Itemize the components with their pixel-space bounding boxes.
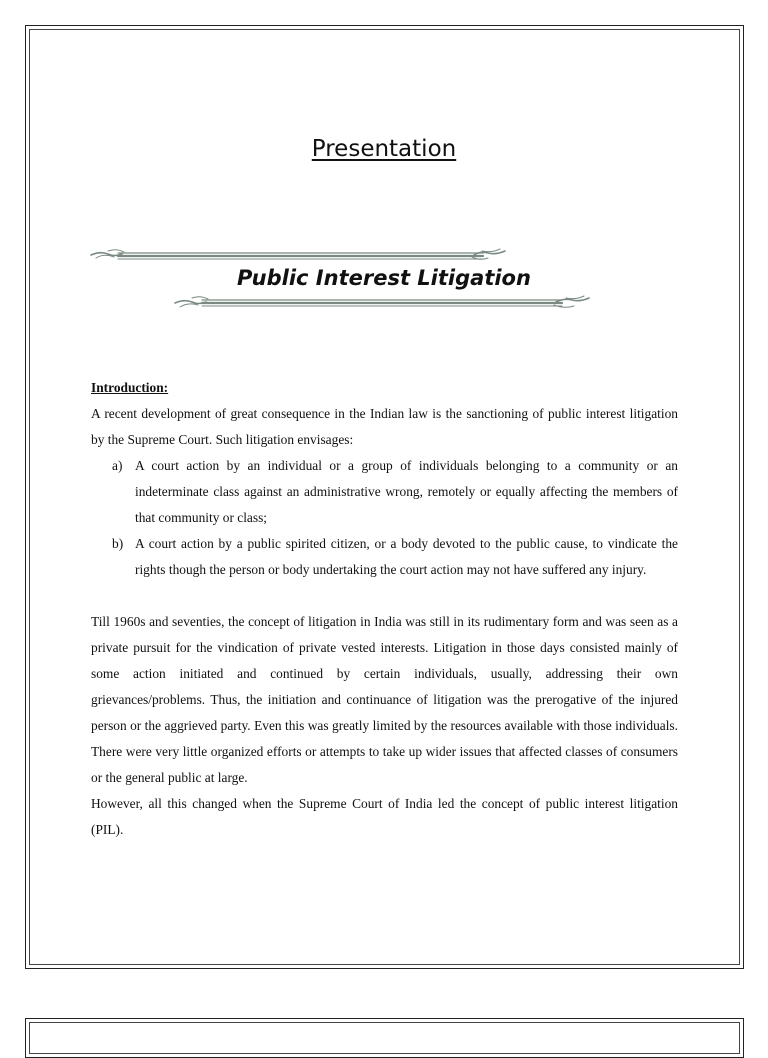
- banner-title: Public Interest Litigation: [237, 266, 531, 290]
- top-flourish-ornament: [88, 245, 508, 265]
- intro-paragraph: A recent development of great consequence in the Indian law is the sanctioning of public interest litigation by the Supreme Court. Such litigation envisages:: [91, 406, 678, 447]
- bottom-flourish-ornament: [172, 293, 592, 313]
- list-marker: a): [112, 458, 123, 473]
- document-title: Presentation: [311, 136, 457, 162]
- list-item-text: A court action by an individual or a group of individuals belonging to a community or an indeterminate class against an administrative wrong, remotely or equally affecting the members of that community or class;: [135, 458, 678, 525]
- envisaged-actions-list: [91, 453, 678, 583]
- list-marker: b): [112, 536, 124, 551]
- next-page-border-inner: [29, 1022, 740, 1054]
- next-page-border: [25, 1018, 744, 1058]
- list-item: [91, 453, 678, 531]
- section-heading-introduction: Introduction:: [91, 380, 169, 395]
- paragraph-spacer: [91, 583, 678, 609]
- list-item: [91, 531, 678, 583]
- list-item-text: A court action by a public spirited citizen, or a body devoted to the public cause, to vindicate the rights though the person or body undertaking the court action may not have suffered any injury.: [135, 536, 678, 577]
- history-paragraph: Till 1960s and seventies, the concept of litigation in India was still in its rudimentary form and was seen as a private pursuit for the vindication of private vested interests. Litigation in those days consisted mainly of some action initiated and continued by certain individuals, usually, addressing their own grievances/problems. Thus, the initiation and continuance of litigation was the prerogative of the injured person or the aggrieved party. Even this was greatly limited by the resources available with those individuals. There were very little organized efforts or attempts to take up wider issues that affected classes of consumers or the general public at large.: [91, 614, 678, 785]
- pil-paragraph: However, all this changed when the Supreme Court of India led the concept of public interest litigation (PIL).: [91, 796, 678, 837]
- document-body: [91, 375, 678, 843]
